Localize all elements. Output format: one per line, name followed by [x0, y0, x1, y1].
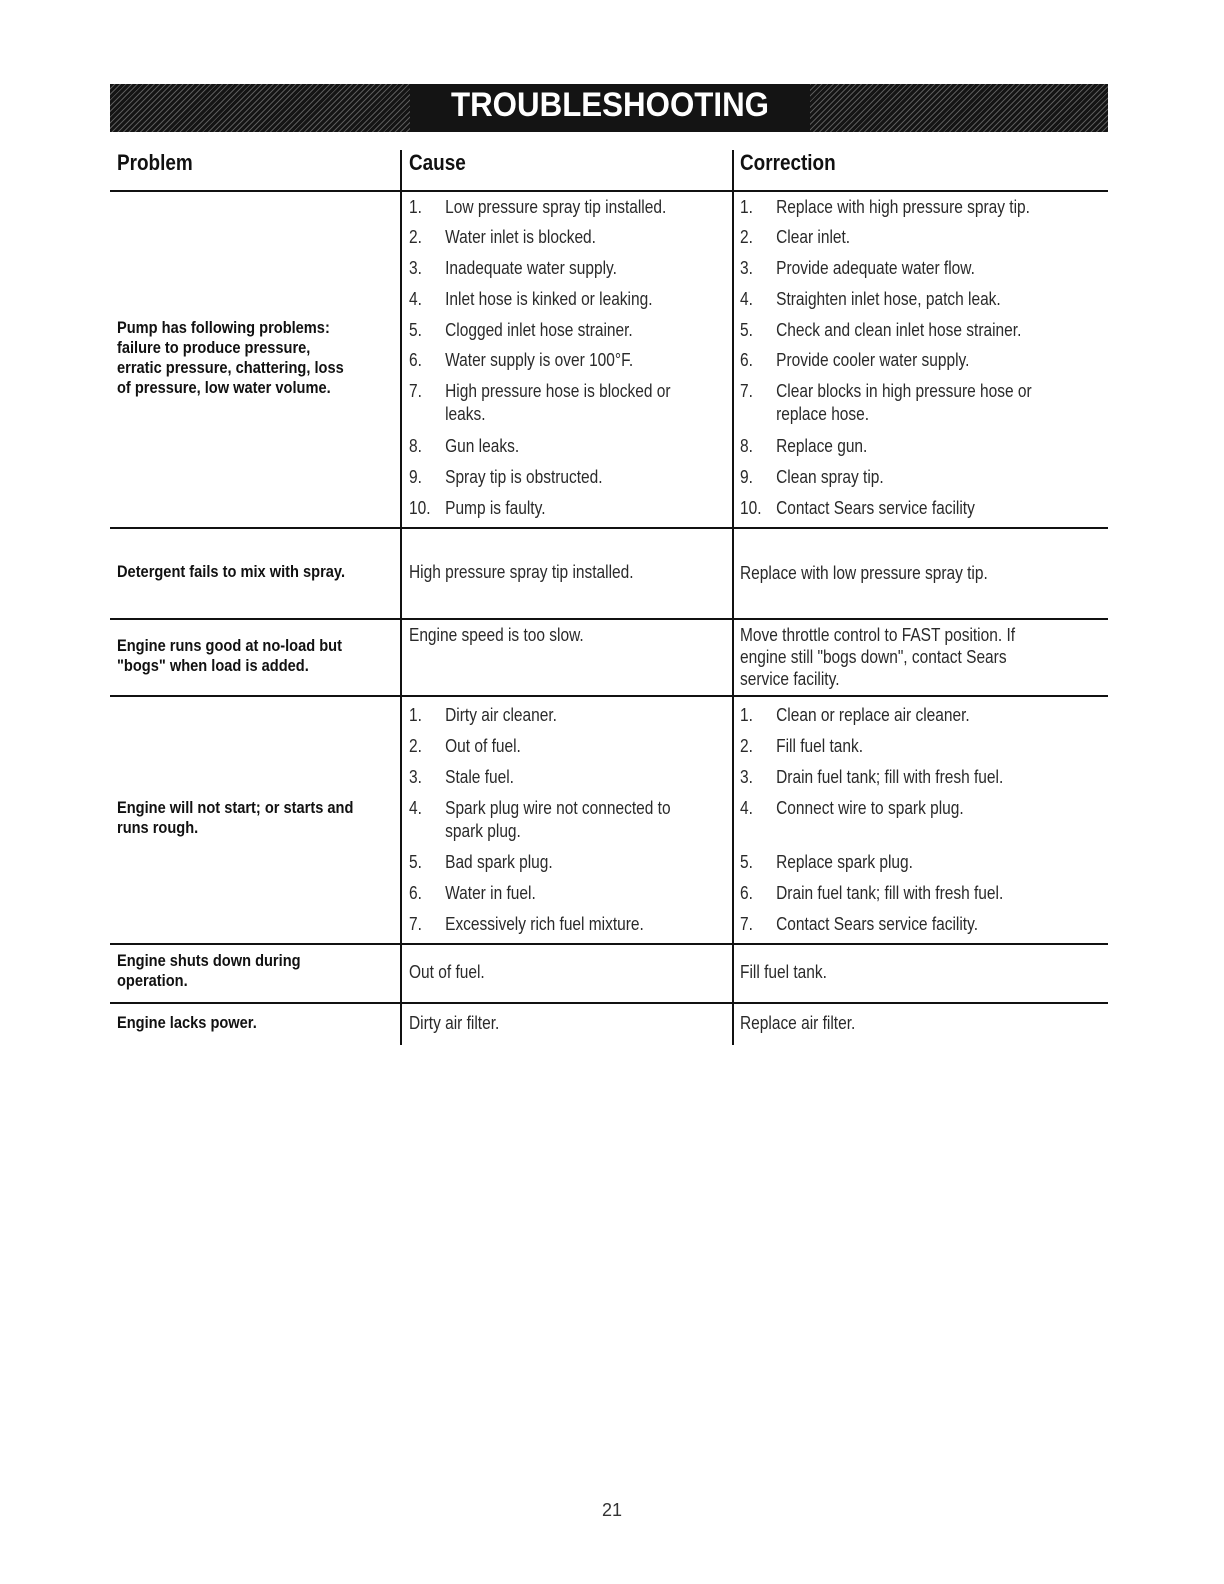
row-divider [110, 527, 1108, 529]
correction-text: Fill fuel tank. [740, 962, 827, 982]
cause-text: High pressure spray tip installed. [409, 562, 634, 582]
row-divider [110, 695, 1108, 697]
problem-text: Engine will not start; or starts and runs rough. [117, 798, 354, 837]
problem-text: Detergent fails to mix with spray. [117, 562, 346, 581]
problem-text: Engine shuts down during operation. [117, 951, 301, 990]
page-title: TROUBLESHOOTING [450, 86, 770, 124]
page-number: 21 [601, 1500, 623, 1520]
header-problem: Problem [117, 150, 193, 175]
title-banner [110, 84, 1108, 132]
correction-text: Replace air filter. [740, 1013, 856, 1033]
row-divider [110, 1002, 1108, 1004]
problem-text: Engine runs good at no-load but "bogs" when load is added. [117, 636, 342, 675]
problem-text: Pump has following problems: failure to produce pressure, erratic pressure, chattering, loss of pressure, low water volume. [117, 318, 344, 397]
column-divider [400, 150, 402, 1045]
header-cause: Cause [409, 150, 466, 175]
cause-text: Dirty air filter. [409, 1013, 500, 1033]
problem-text: Engine lacks power. [117, 1013, 257, 1032]
row-divider [110, 943, 1108, 945]
header-rule [110, 190, 1108, 192]
cause-text: Out of fuel. [409, 962, 485, 982]
correction-text: Move throttle control to FAST position. If engine still "bogs down", contact Sears service facility. [740, 625, 1016, 689]
header-correction: Correction [740, 150, 836, 175]
column-divider [732, 150, 734, 1045]
row-divider [110, 618, 1108, 620]
correction-text: Replace with low pressure spray tip. [740, 563, 988, 583]
title-banner-center [410, 84, 810, 132]
cause-text: Engine speed is too slow. [409, 625, 584, 645]
